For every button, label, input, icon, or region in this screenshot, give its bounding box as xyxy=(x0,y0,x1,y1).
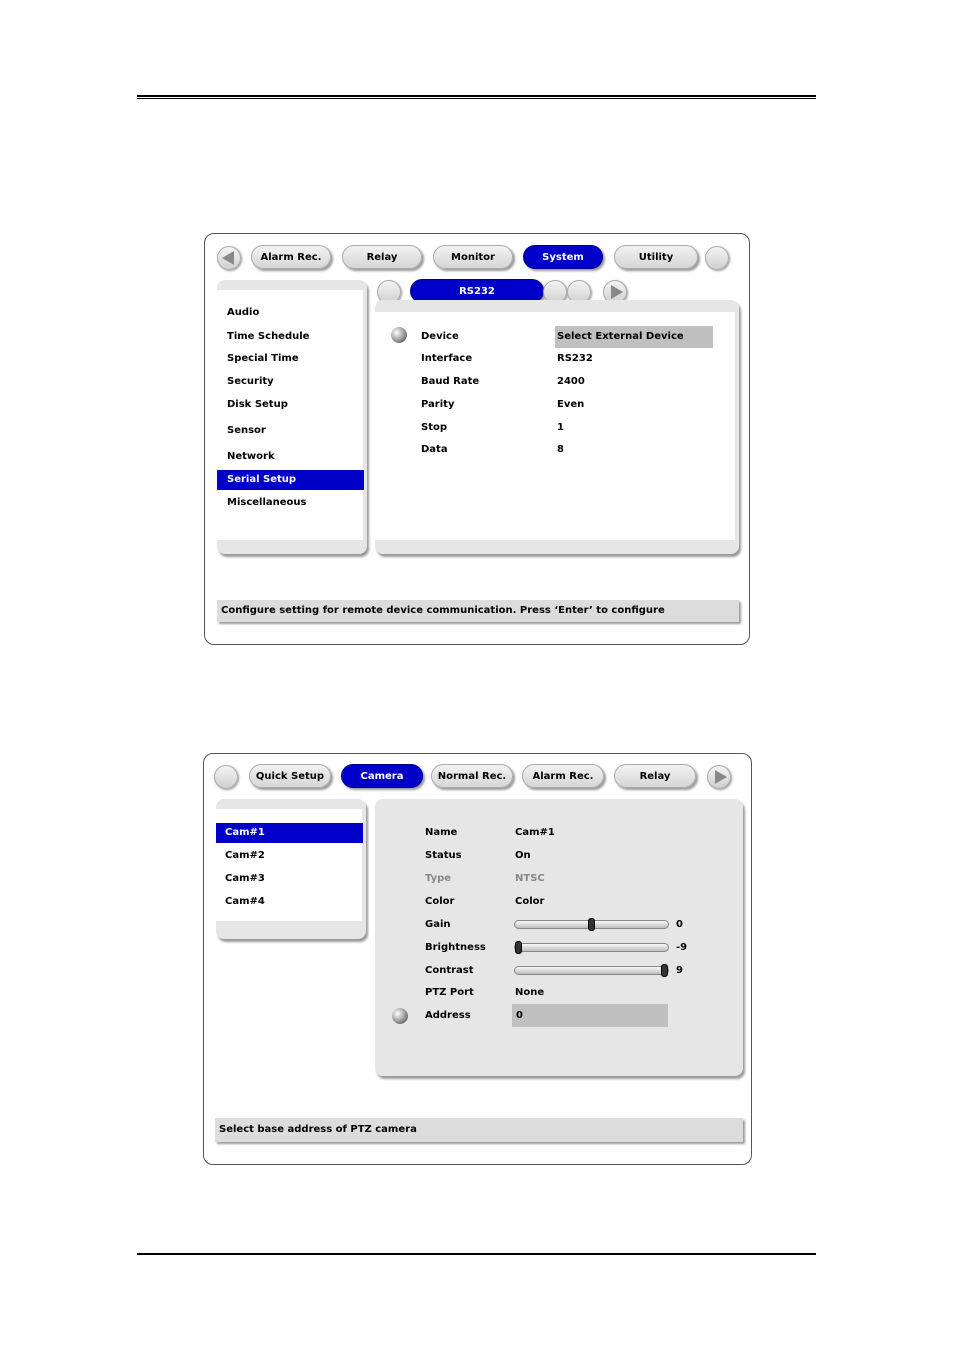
field-label-color: Color xyxy=(425,896,455,907)
tab-monitor[interactable]: Monitor xyxy=(433,245,513,269)
menu-item-network[interactable]: Network xyxy=(227,451,275,462)
field-label-ptz-port: PTZ Port xyxy=(425,987,474,998)
tab-alarm-rec[interactable]: Alarm Rec. xyxy=(251,245,331,269)
field-value-gain: 0 xyxy=(676,919,683,930)
brightness-slider-knob[interactable] xyxy=(515,941,522,954)
camera-setup-screen xyxy=(203,753,752,1165)
tab-relay[interactable]: Relay xyxy=(342,245,422,269)
tab-relay[interactable]: Relay xyxy=(614,764,696,788)
field-value-interface[interactable]: RS232 xyxy=(557,353,593,364)
tab-alarm-rec[interactable]: Alarm Rec. xyxy=(522,764,604,788)
selection-cursor-icon xyxy=(391,327,407,343)
field-value-brightness: -9 xyxy=(676,942,688,953)
gain-slider-knob[interactable] xyxy=(588,918,595,931)
subtab-rs232[interactable]: RS232 xyxy=(410,279,544,303)
tab-scroll-right-placeholder xyxy=(705,246,729,270)
field-value-contrast: 9 xyxy=(676,965,683,976)
field-label-baud-rate: Baud Rate xyxy=(421,376,480,387)
field-label-stop: Stop xyxy=(421,422,448,433)
field-value-address[interactable]: 0 xyxy=(516,1010,523,1021)
tab-scroll-left-icon[interactable] xyxy=(217,246,241,270)
field-label-gain: Gain xyxy=(425,919,451,930)
field-label-address: Address xyxy=(425,1010,471,1021)
gain-slider[interactable] xyxy=(514,920,669,929)
camera-item-cam1[interactable]: Cam#1 xyxy=(216,823,363,843)
menu-item-time-schedule[interactable]: Time Schedule xyxy=(227,331,310,342)
status-bar: Configure setting for remote device communication. Press ‘Enter’ to configure xyxy=(217,600,739,622)
field-label-contrast: Contrast xyxy=(425,965,474,976)
field-label-brightness: Brightness xyxy=(425,942,486,953)
field-label-data: Data xyxy=(421,444,448,455)
camera-item-cam2[interactable]: Cam#2 xyxy=(225,850,265,861)
brightness-slider[interactable] xyxy=(514,943,669,952)
tab-utility[interactable]: Utility xyxy=(614,245,698,269)
tab-scroll-left-placeholder xyxy=(214,765,238,789)
field-label-parity: Parity xyxy=(421,399,455,410)
field-label-type: Type xyxy=(425,873,452,884)
status-bar: Select base address of PTZ camera xyxy=(215,1118,743,1142)
menu-item-miscellaneous[interactable]: Miscellaneous xyxy=(227,497,307,508)
menu-item-disk-setup[interactable]: Disk Setup xyxy=(227,399,288,410)
contrast-slider-knob[interactable] xyxy=(661,964,668,977)
camera-item-cam4[interactable]: Cam#4 xyxy=(225,896,265,907)
field-value-status[interactable]: On xyxy=(515,850,531,861)
tab-scroll-right-icon[interactable] xyxy=(707,765,731,789)
field-value-name[interactable]: Cam#1 xyxy=(515,827,555,838)
field-label-name: Name xyxy=(425,827,458,838)
tab-quick-setup[interactable]: Quick Setup xyxy=(249,764,331,788)
selection-cursor-icon xyxy=(392,1008,408,1024)
field-value-parity[interactable]: Even xyxy=(557,399,585,410)
field-value-color[interactable]: Color xyxy=(515,896,545,907)
field-value-type: NTSC xyxy=(515,873,545,884)
field-label-device: Device xyxy=(421,331,459,342)
tab-normal-rec[interactable]: Normal Rec. xyxy=(431,764,513,788)
field-value-ptz-port[interactable]: None xyxy=(515,987,545,998)
menu-item-serial-setup[interactable]: Serial Setup xyxy=(217,470,364,490)
menu-item-security[interactable]: Security xyxy=(227,376,274,387)
menu-item-special-time[interactable]: Special Time xyxy=(227,353,299,364)
field-value-device[interactable]: Select External Device xyxy=(557,331,684,342)
header-rule xyxy=(137,95,816,99)
address-field-highlight[interactable] xyxy=(512,1004,668,1027)
tab-camera[interactable]: Camera xyxy=(341,764,423,788)
menu-item-sensor[interactable]: Sensor xyxy=(227,425,266,436)
field-value-data[interactable]: 8 xyxy=(557,444,564,455)
tab-system[interactable]: System xyxy=(523,245,603,269)
field-label-status: Status xyxy=(425,850,462,861)
camera-settings-panel xyxy=(375,799,743,1076)
system-serial-setup-screen xyxy=(204,233,750,645)
menu-item-audio[interactable]: Audio xyxy=(227,307,260,318)
contrast-slider[interactable] xyxy=(514,966,669,975)
field-value-stop[interactable]: 1 xyxy=(557,422,564,433)
camera-item-cam3[interactable]: Cam#3 xyxy=(225,873,265,884)
footer-rule xyxy=(137,1253,816,1256)
field-label-interface: Interface xyxy=(421,353,473,364)
field-value-baud-rate[interactable]: 2400 xyxy=(557,376,585,387)
